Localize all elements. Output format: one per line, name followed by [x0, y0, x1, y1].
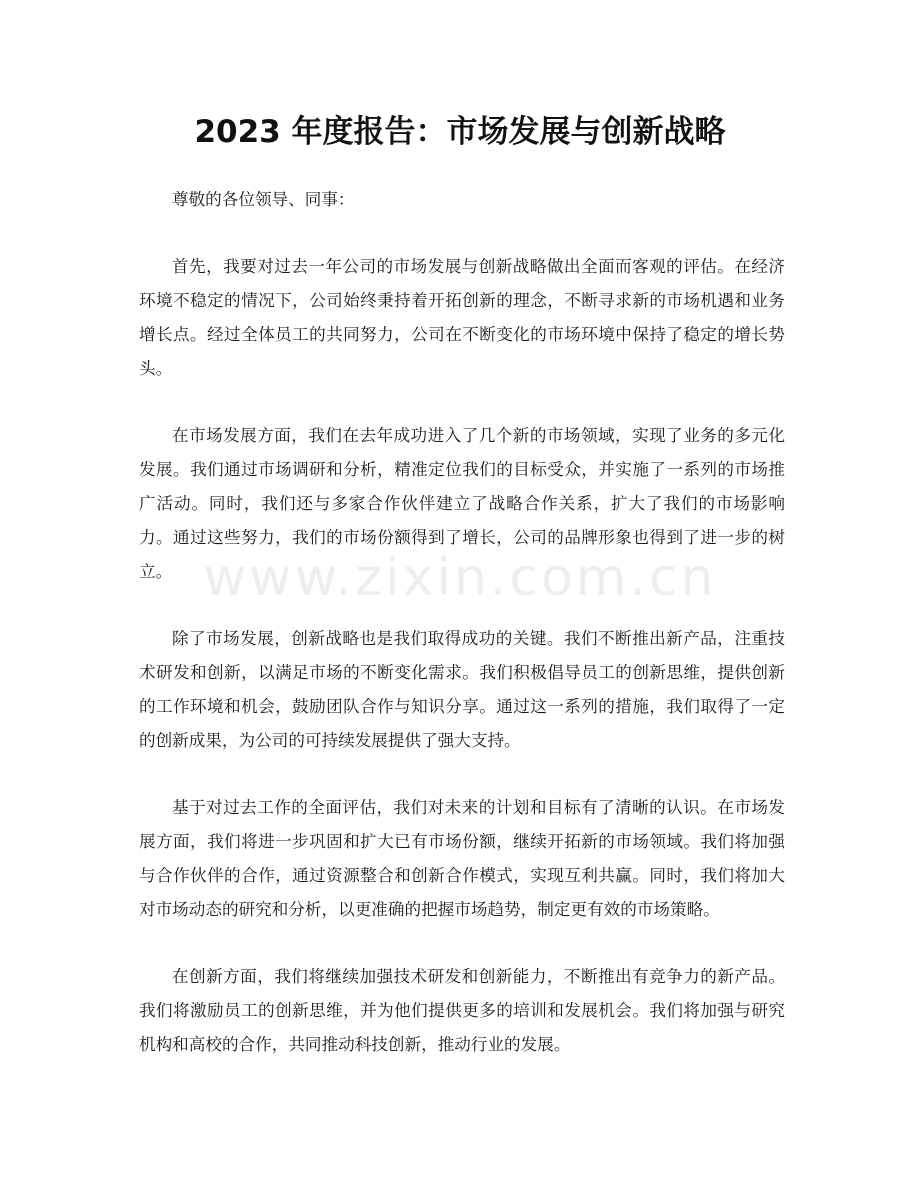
document-body: [139, 183, 785, 1095]
watermark: www.zixin.com.cn: [203, 548, 717, 608]
paragraph-2: 在市场发展方面，我们在去年成功进入了几个新的市场领域，实现了业务的多元化发展。我们通过市场调研和分析，精准定位我们的目标受众，并实施了一系列的市场推广活动。同时，我们还与多家合作伙伴建立了战略合作关系，扩大了我们的市场影响力。通过这些努力，我们的市场份额得到了增长，公司的品牌形象也得到了进一步的树立。: [139, 426, 785, 581]
paragraph-4: 基于对过去工作的全面评估，我们对未来的计划和目标有了清晰的认识。在市场发展方面，我们将进一步巩固和扩大已有市场份额，继续开拓新的市场领域。我们将加强与合作伙伴的合作，通过资源整合和创新合作模式，实现互利共赢。同时，我们将加大对市场动态的研究和分析，以更准确的把握市场趋势，制定更有效的市场策略。: [139, 798, 785, 919]
paragraph-5: 在创新方面，我们将继续加强技术研发和创新能力，不断推出有竞争力的新产品。我们将激励员工的创新思维，并为他们提供更多的培训和发展机会。我们将加强与研究机构和高校的合作，共同推动科技创新，推动行业的发展。: [139, 967, 785, 1054]
salutation: 尊敬的各位领导、同事：: [172, 190, 355, 209]
paragraph-1: 首先，我要对过去一年公司的市场发展与创新战略做出全面而客观的评估。在经济环境不稳定的情况下，公司始终秉持着开拓创新的理念，不断寻求新的市场机遇和业务增长点。经过全体员工的共同努力，公司在不断变化的市场环境中保持了稳定的增长势头。: [139, 257, 785, 378]
document-title: 2023 年度报告：市场发展与创新战略: [194, 114, 726, 150]
paragraph-3: 除了市场发展，创新战略也是我们取得成功的关键。我们不断推出新产品，注重技术研发和创新，以满足市场的不断变化需求。我们积极倡导员工的创新思维，提供创新的工作环境和机会，鼓励团队合作与知识分享。通过这一系列的措施，我们取得了一定的创新成果，为公司的可持续发展提供了强大支持。: [139, 629, 785, 750]
